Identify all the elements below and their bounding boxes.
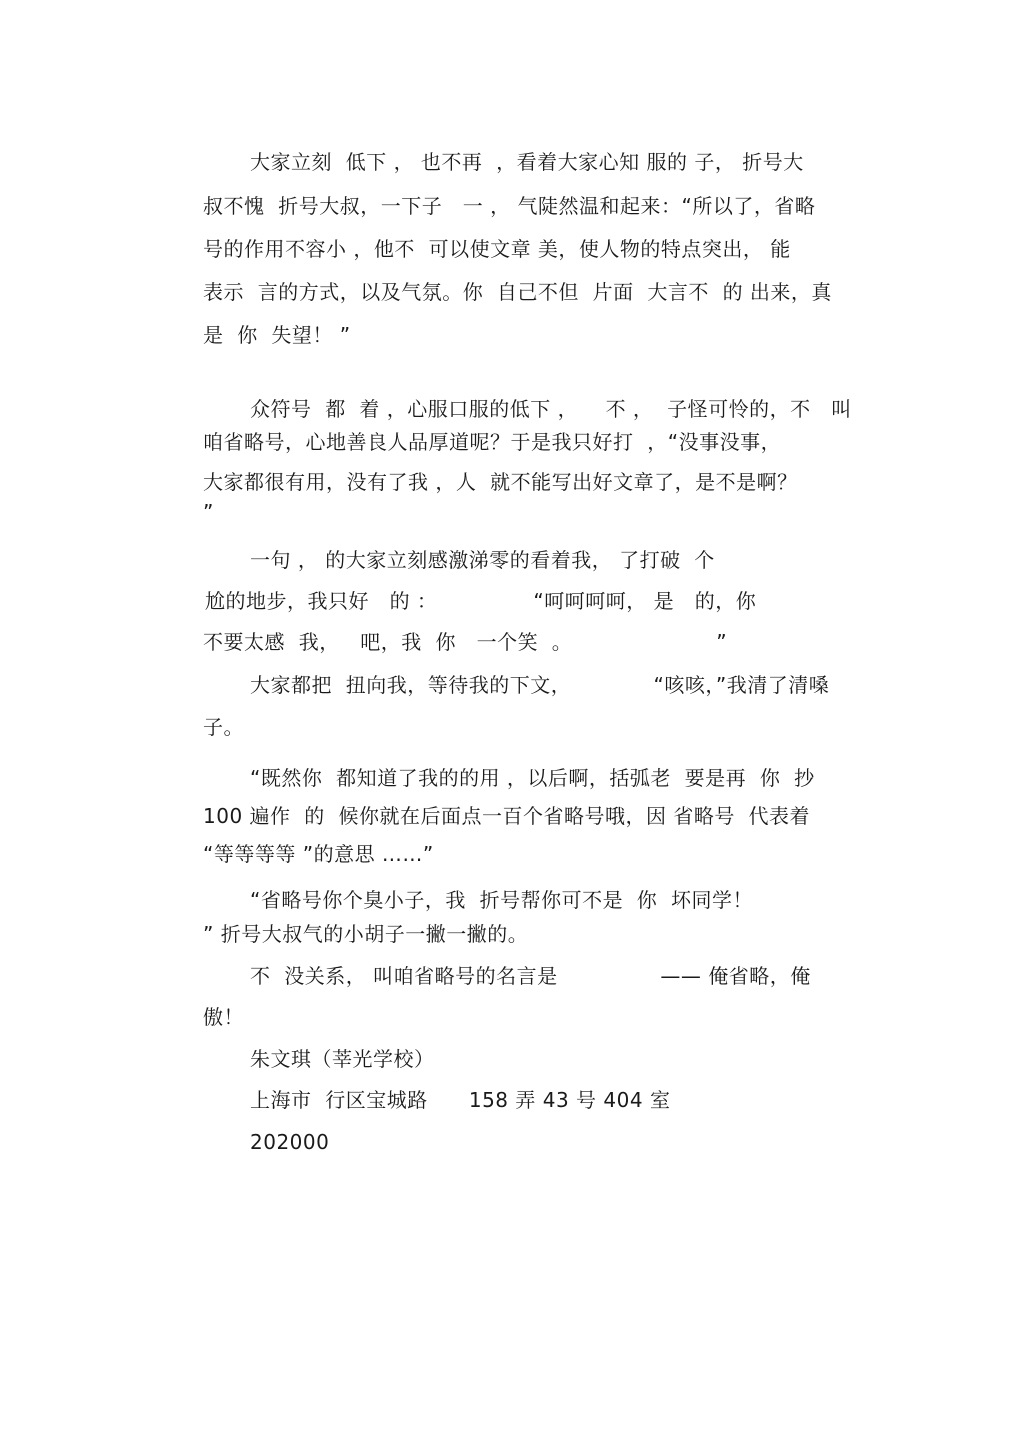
text-line: “省略号你个臭小子，我 折号帮你可不是 你 坏同学！	[250, 888, 754, 912]
text-line: ”	[203, 500, 214, 524]
text-line: 叔不愧 折号大叔，一下子 一 ， 气陡然温和起来：“所以了，省略	[203, 194, 816, 218]
text-line: 是 你 失望！ ”	[203, 323, 351, 347]
text-line: 众符号 都 着 ，心服口服的低下 ， 不 ， 子怪可怜的，不 叫	[250, 397, 852, 421]
text-line: 不要太感 我， 吧，我 你 一个笑 。 ”	[203, 630, 728, 654]
text-line: 不 没关系， 叫咱省略号的名言是 —— 俺省略，俺	[250, 964, 811, 988]
text-line: ” 折号大叔气的小胡子一撇一撇的。	[203, 922, 529, 946]
text-line: 表示 言的方式，以及气氛。你 自己不但 片面 大言不 的 出来，真	[203, 280, 832, 304]
text-line: 子。	[203, 715, 244, 739]
address-line: 上海市 行区宝城路 158 弄 43 号 404 室	[250, 1088, 671, 1112]
text-line: 傲！	[203, 1005, 244, 1029]
text-line: 尬的地步，我只好 的 ： “呵呵呵呵， 是 的，你	[205, 589, 757, 613]
text-line: “等等等等 ”的意思 ……”	[203, 842, 434, 866]
text-line: 大家立刻 低下 ， 也不再 ，看着大家心知 服的 子， 折号大	[250, 150, 804, 174]
text-line: 咱省略号，心地善良人品厚道呢？于是我只好打 ，“没事没事，	[203, 430, 782, 454]
postcode-line: 202000	[250, 1130, 330, 1154]
author-line: 朱文琪（莘光学校）	[250, 1047, 435, 1071]
text-line: 一句 ， 的大家立刻感激涕零的看着我， 了打破 个	[250, 548, 715, 572]
text-line: 100 遍作 的 候你就在后面点一百个省略号哦，因 省略号 代表着	[203, 804, 811, 828]
text-line: 大家都很有用，没有了我 ，人 就不能写出好文章了，是不是啊？	[203, 470, 798, 494]
text-line: 大家都把 扭向我，等待我的下文， “咳咳，”我清了清嗓	[250, 673, 830, 697]
text-line: 号的作用不容小 ，他不 可以使文章 美，使人物的特点突出， 能	[203, 237, 791, 261]
text-line: “既然你 都知道了我的的用 ，以后啊，括弧老 要是再 你 抄	[250, 766, 815, 790]
